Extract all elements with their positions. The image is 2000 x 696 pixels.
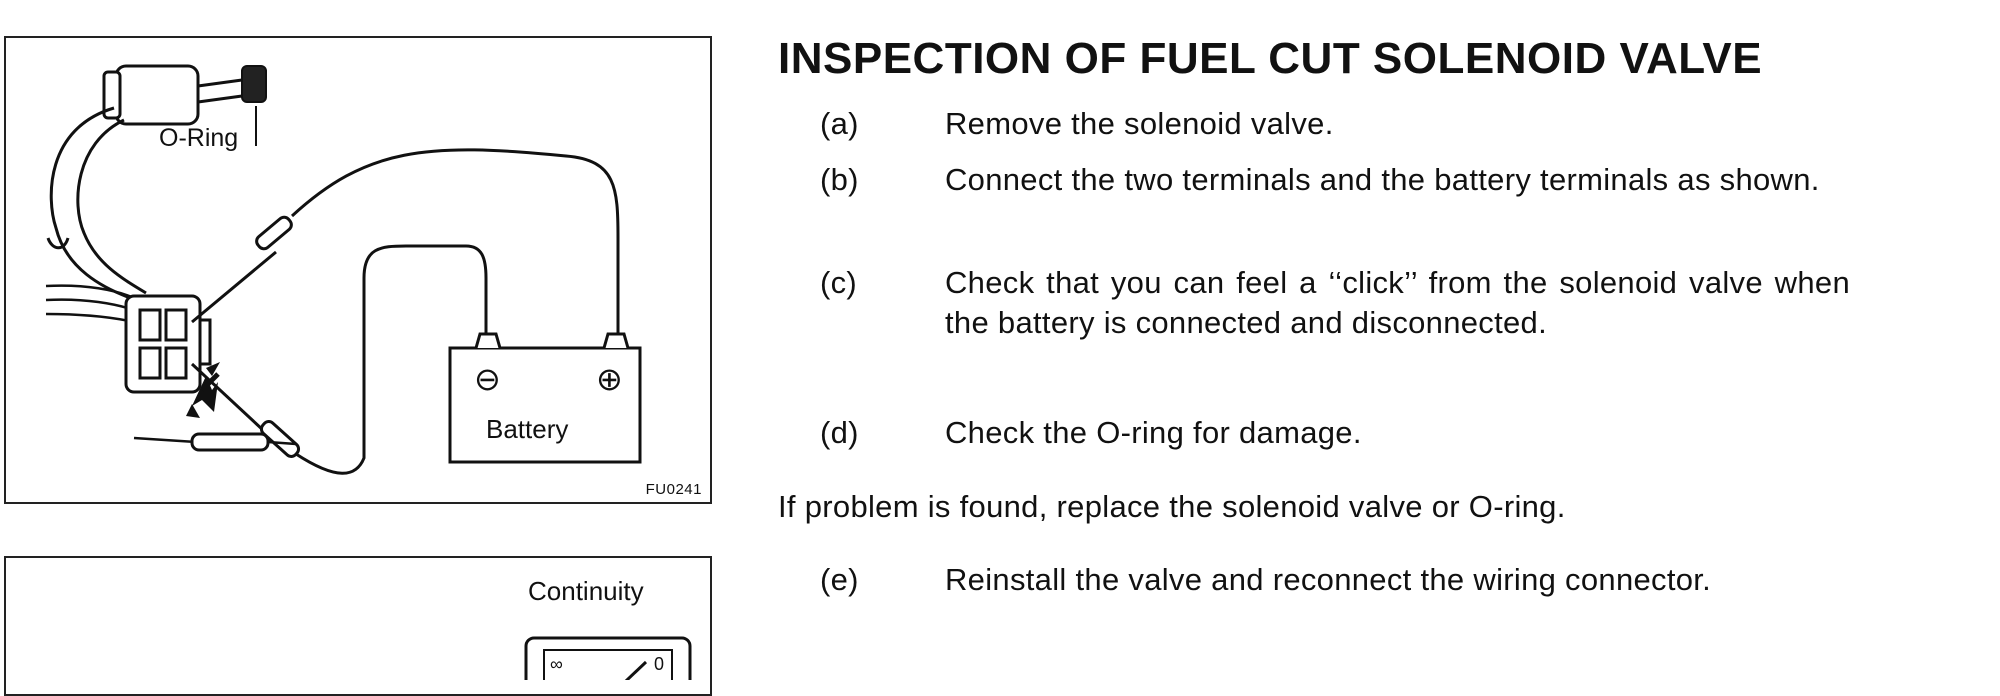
step-letter: (c) [820,265,858,300]
step-b [820,160,1850,200]
step-a [820,104,1850,144]
step-c [820,263,1850,343]
continuity-check-figure [4,556,712,696]
scale-infinity: ∞ [550,654,563,674]
ohmmeter-dial [544,650,672,680]
probe-lead-plus [192,252,276,322]
solenoid-valve-body [116,66,198,124]
battery-terminal-plus [604,334,628,348]
continuity-label: Continuity [528,576,644,606]
step-d [820,413,1850,453]
step-e [820,560,1850,600]
note-text: If problem is found, replace the solenoid valve or O-ring. [778,489,1566,524]
plus-symbol: ⊕ [596,361,623,397]
step-letter: (d) [820,415,859,450]
step-text: Check that you can feel a ‘‘click’’ from the solenoid valve when the battery is connected and disconnected. [945,265,1850,340]
wiring-connector [126,296,200,392]
step-letter: (a) [820,106,859,141]
battery-label: Battery [486,414,569,444]
step-letter: (e) [820,562,859,597]
scale-zero: 0 [654,654,665,674]
minus-symbol: ⊖ [474,361,501,397]
solenoid-battery-figure [4,36,712,504]
section-title: INSPECTION OF FUEL CUT SOLENOID VALVE [778,34,1763,83]
battery-terminal-minus [476,334,500,348]
o-ring [242,66,266,102]
step-text: Check the O-ring for damage. [945,415,1362,450]
wire-harness [51,108,136,300]
step-text: Connect the two terminals and the battery terminals as shown. [945,162,1820,197]
ohmmeter-diagram [6,558,710,680]
step-text: Remove the solenoid valve. [945,106,1334,141]
figure-code: FU0241 [645,481,702,498]
step-text: Reinstall the valve and reconnect the wiring connector. [945,562,1712,597]
step-letter: (b) [820,162,859,197]
valve-plunger [198,80,242,86]
test-probe [134,438,196,442]
solenoid-wiring-diagram [6,38,710,502]
o-ring-label: O-Ring [159,124,239,152]
